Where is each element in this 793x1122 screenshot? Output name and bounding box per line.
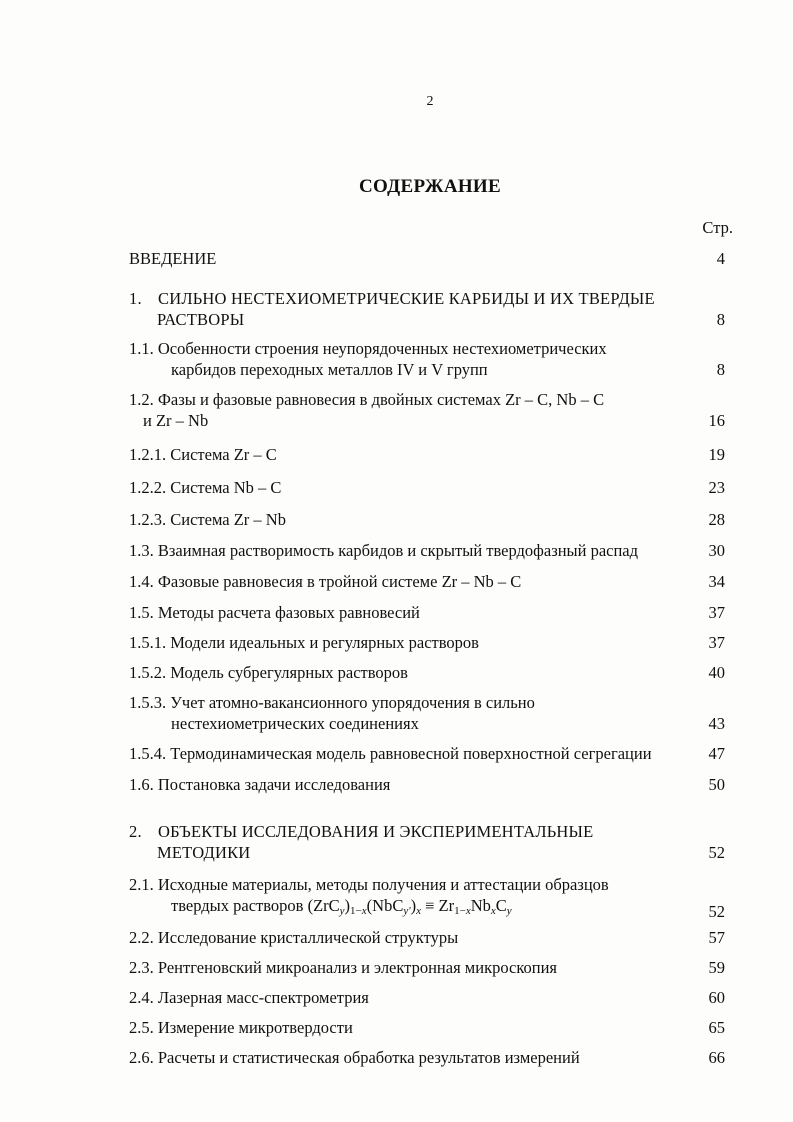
toc-entry-2-2 — [129, 927, 725, 948]
toc-entry-1-5-2 — [129, 662, 725, 683]
toc-entry-page: 23 — [708, 478, 725, 497]
toc-entry-2-6 — [129, 1047, 725, 1068]
toc-entry-line: 1.2.2. Система Nb – C — [129, 478, 282, 497]
toc-entry-line: 1.5.3. Учет атомно-вакансионного упорядочения в сильно — [129, 693, 535, 712]
toc-entry-1-5-1 — [129, 632, 725, 653]
toc-entry-line: 2.1. Исходные материалы, методы получения и аттестации образцов — [129, 875, 609, 894]
toc-entry-page: 52 — [708, 843, 725, 862]
toc-entry-1-2-2 — [129, 477, 725, 498]
toc-entry-line: 1.5.4. Термодинамическая модель равновесной поверхностной сегрегации — [129, 744, 652, 763]
toc-entry-page: 66 — [708, 1048, 725, 1067]
page-column-header: Стр. — [702, 218, 733, 237]
toc-entry-line: 2.6. Расчеты и статистическая обработка результатов измерений — [129, 1048, 580, 1067]
toc-entry-line: 2.5. Измерение микротвердости — [129, 1018, 353, 1037]
toc-entry-line: 1.2.3. Система Zr – Nb — [129, 510, 286, 529]
toc-entry-line: и Zr – Nb — [143, 411, 209, 430]
toc-entry-page: 50 — [708, 775, 725, 794]
toc-entry-page: 60 — [708, 988, 725, 1007]
toc-entry-1-5-4 — [129, 743, 725, 764]
toc-entry-page: 43 — [708, 714, 725, 733]
toc-entry-1-1 — [129, 338, 725, 380]
toc-entry-page: 28 — [708, 510, 725, 529]
toc-entry-page: 16 — [708, 411, 725, 430]
toc-entry-line: 1.2.1. Система Zr – C — [129, 445, 277, 464]
toc-entry-line-formula: твердых растворов $(ZrC_y)_{1-x}(NbC_{y'})_x \equiv Zr_{1-x}Nb_xC_y$ — [171, 896, 512, 917]
toc-entry-page: 57 — [708, 928, 725, 947]
toc-entry-page: 40 — [708, 663, 725, 682]
toc-entry-page: 8 — [716, 310, 725, 329]
toc-entry-intro — [129, 248, 725, 269]
toc-entry-line: ВВЕДЕНИЕ — [129, 249, 217, 268]
toc-entry-chapter-2 — [129, 821, 725, 863]
toc-entry-line: РАСТВОРЫ — [157, 310, 245, 329]
toc-entry-page: 37 — [708, 603, 725, 622]
toc-entry-1-3 — [129, 540, 725, 561]
toc-entry-page: 4 — [716, 249, 725, 268]
toc-entry-2-1 — [129, 874, 725, 922]
toc-entry-1-5 — [129, 602, 725, 623]
toc-entry-2-5 — [129, 1017, 725, 1038]
toc-entry-line: 1.5.1. Модели идеальных и регулярных растворов — [129, 633, 479, 652]
toc-entry-line: 2.3. Рентгеновский микроанализ и электронная микроскопия — [129, 958, 557, 977]
page-number: 2 — [426, 94, 434, 109]
toc-entry-line: 1.5. Методы расчета фазовых равновесий — [129, 603, 420, 622]
toc-entry-line: 1.2. Фазы и фазовые равновесия в двойных системах Zr – C, Nb – C — [129, 390, 605, 409]
toc-entry-line: МЕТОДИКИ — [157, 843, 251, 862]
toc-entry-page: 30 — [708, 541, 725, 560]
toc-entry-1-2-3 — [129, 509, 725, 530]
toc-entry-line: СИЛЬНО НЕСТЕХИОМЕТРИЧЕСКИЕ КАРБИДЫ И ИХ ТВЕРДЫЕ — [158, 289, 655, 308]
toc-entry-line: ОБЪЕКТЫ ИССЛЕДОВАНИЯ И ЭКСПЕРИМЕНТАЛЬНЫЕ — [158, 822, 594, 841]
toc-entry-line: 2.4. Лазерная масс-спектрометрия — [129, 988, 369, 1007]
toc-entry-page: 37 — [708, 633, 725, 652]
toc-entry-page: 59 — [708, 958, 725, 977]
toc-entry-line: 2.2. Исследование кристаллической структуры — [129, 928, 459, 947]
toc-entry-1-5-3 — [129, 692, 725, 734]
toc-entry-1-2 — [129, 389, 725, 431]
toc-entry-line: карбидов переходных металлов IV и V групп — [171, 360, 488, 379]
toc-entry-line: 1.4. Фазовые равновесия в тройной системе Zr – Nb – C — [129, 572, 522, 591]
toc-entry-page: 47 — [708, 744, 725, 763]
toc-entry-line: 1.3. Взаимная растворимость карбидов и скрытый твердофазный распад — [129, 541, 639, 560]
toc-entry-2-3 — [129, 957, 725, 978]
toc-entry-page: 19 — [708, 445, 725, 464]
toc-entry-line: 1.5.2. Модель субрегулярных растворов — [129, 663, 408, 682]
toc-entry-line: 1.6. Постановка задачи исследования — [129, 775, 391, 794]
toc-entry-1-2-1 — [129, 444, 725, 465]
toc-entry-chapter-1 — [129, 288, 725, 330]
chapter-number: 1. — [129, 289, 142, 308]
toc-entry-page: 34 — [708, 572, 725, 591]
toc-entry-2-4 — [129, 987, 725, 1008]
toc-entry-1-6 — [129, 774, 725, 795]
toc-entry-line: нестехиометрических соединениях — [171, 714, 419, 733]
toc-entry-page: 8 — [716, 360, 725, 379]
toc-entry-line: 1.1. Особенности строения неупорядоченных нестехиометрических — [129, 339, 607, 358]
toc-entry-page: 65 — [708, 1018, 725, 1037]
chapter-number: 2. — [129, 822, 142, 841]
toc-entry-1-4 — [129, 571, 725, 592]
page-title: СОДЕРЖАНИЕ — [359, 176, 501, 197]
toc-entry-page: 52 — [708, 902, 725, 921]
